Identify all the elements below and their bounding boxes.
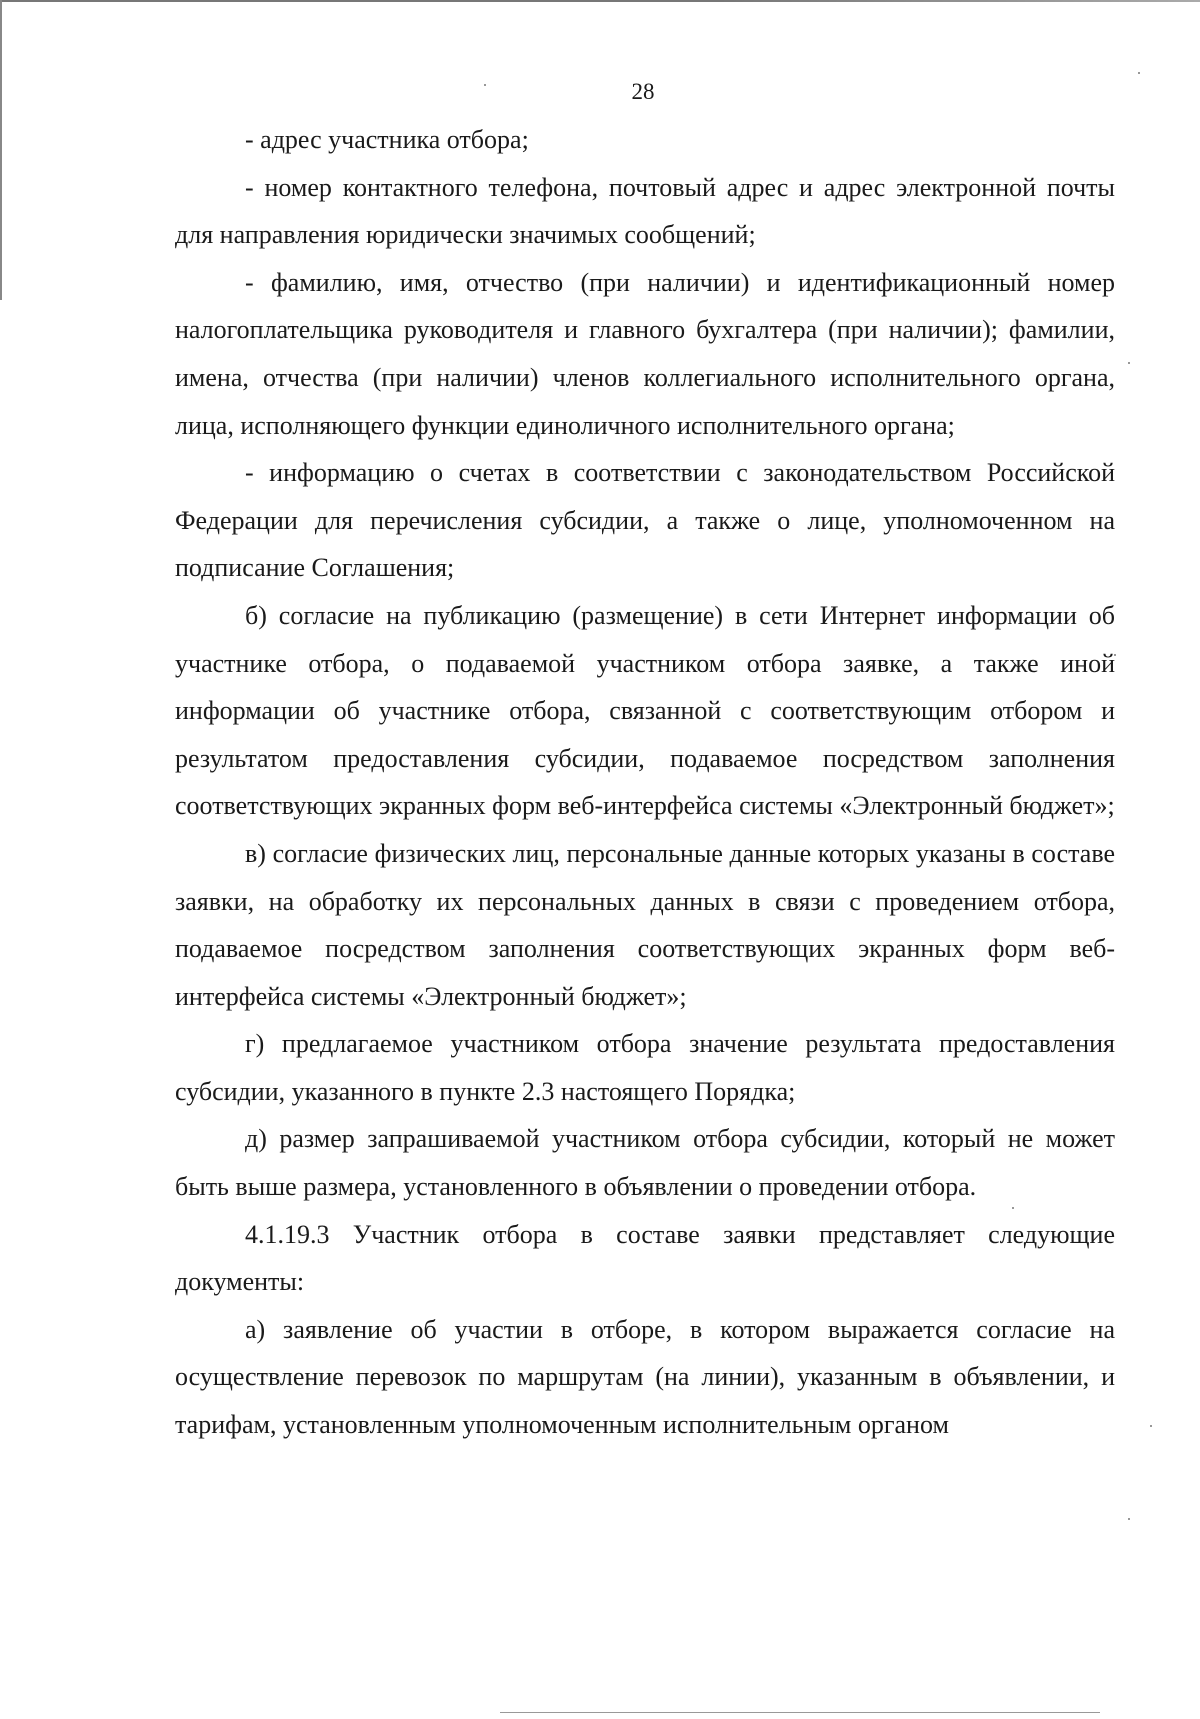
paragraph-item-d-subsidy-amount: д) размер запрашиваемой участником отбора субсидии, который не может быть выше размера, установленного в объявлении о проведении отбора. [175,1124,1115,1202]
paragraph-contact-details: - номер контактного телефона, почтовый адрес и адрес электронной почты для направления юридически значимых сообщений; [175,172,1115,250]
paragraph-item-v-personal-data-consent: в) согласие физических лиц, персональные данные которых указаны в составе заявки, на обработку их персональных данных в связи с проведением отбора, подаваемое посредством заполнения соответствующих экранных форм веб-интерфейса системы «Электронный бюджет»; [175,838,1115,1011]
page-number: 28 [631,79,655,104]
scan-top-edge [0,0,1200,2]
scan-bottom-edge [500,1712,1100,1713]
paragraph-item-b-publication-consent: б) согласие на публикацию (размещение) в сети Интернет информации об участнике отбора, о подаваемой участником отбора заявке, а также иной информации об участнике отбора, связанной с соответствующим отбором и результатом предоставления субсидии, подаваемое посредством заполнения соответствующих экранных форм веб-интерфейса системы «Электронный бюджет»; [175,600,1115,821]
document-body [175,116,1115,1449]
scan-left-edge [0,0,2,300]
scan-speck [1128,362,1130,364]
paragraph-item-a-application: а) заявление об участии в отборе, в котором выражается согласие на осуществление перевозок по маршрутам (на линии), указанным в объявлении, и тарифам, установленным уполномоченным исполнительным органом [175,1314,1115,1440]
paragraph-item-g-result-value: г) предлагаемое участником отбора значение результата предоставления субсидии, указанного в пункте 2.3 настоящего Порядка; [175,1029,1115,1106]
paragraph-account-information: - информацию о счетах в соответствии с законодательством Российской Федерации для перечисления субсидии, а также о лице, уполномоченном на подписание Соглашения; [175,458,1115,583]
paragraph-section-4-1-19-3: 4.1.19.3 Участник отбора в составе заявки представляет следующие документы: [175,1219,1115,1297]
scan-speck [1138,72,1140,74]
paragraph-participant-address: - адрес участника отбора; [245,125,529,154]
scan-speck [1150,1425,1152,1427]
paragraph-names-and-tax-id: - фамилию, имя, отчество (при наличии) и идентификационный номер налогоплательщика руководителя и главного бухгалтера (при наличии); фамилии, имена, отчества (при наличии) членов коллегиального исполнительного органа, лица, исполняющего функции единоличного исполнительного органа; [175,267,1115,440]
scan-speck [1128,1518,1130,1520]
